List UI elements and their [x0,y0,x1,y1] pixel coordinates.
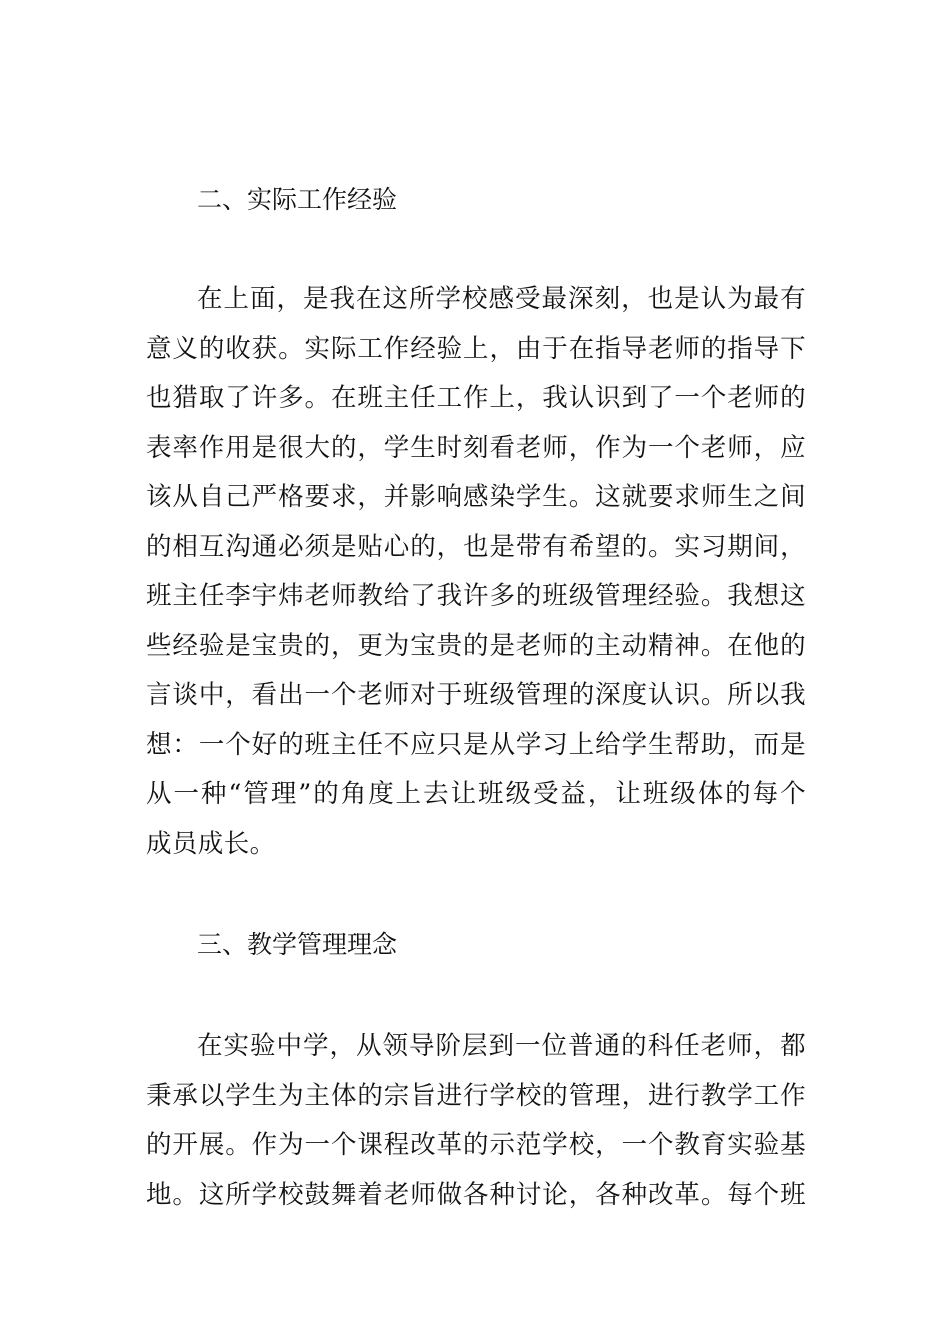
section-heading-teaching-management: 三、教学管理理念 [197,930,398,959]
paragraph-line: 从一种“管理”的角度上去让班级受益，让班级体的每个 [146,779,806,809]
paragraph-line: 些经验是宝贵的，更为宝贵的是老师的主动精神。在他的 [146,630,806,661]
paragraph-line: 也猎取了许多。在班主任工作上，我认识到了一个老师的 [146,383,806,413]
paragraph-line: 表率作用是很大的，学生时刻看老师，作为一个老师，应 [146,432,806,463]
paragraph-line: 在实验中学，从领导阶层到一位普通的科任老师，都 [197,1031,806,1061]
paragraph-line: 的开展。作为一个课程改革的示范学校，一个教育实验基 [146,1130,806,1160]
paragraph-line: 成员成长。 [146,828,276,859]
paragraph-line: 班主任李宇炜老师教给了我许多的班级管理经验。我想这 [146,581,806,611]
section-heading-work-experience: 二、实际工作经验 [197,185,398,214]
paragraph-line: 地。这所学校鼓舞着老师做各种讨论，各种改革。每个班 [146,1179,806,1210]
paragraph-line: 意义的收获。实际工作经验上，由于在指导老师的指导下 [146,333,806,364]
paragraph-line: 的相互沟通必须是贴心的，也是带有希望的。实习期间， [146,531,806,562]
paragraph-line: 该从自己严格要求，并影响感染学生。这就要求师生之间 [146,482,806,512]
paragraph-line: 想：一个好的班主任不应只是从学习上给学生帮助，而是 [146,729,806,760]
paragraph-work-experience [146,275,806,869]
paragraph-line: 在上面，是我在这所学校感受最深刻，也是认为最有 [197,284,806,314]
paragraph-line: 言谈中，看出一个老师对于班级管理的深度认识。所以我 [146,680,806,710]
paragraph-line: 秉承以学生为主体的宗旨进行学校的管理，进行教学工作 [146,1080,806,1111]
paragraph-teaching-management [146,1022,806,1220]
